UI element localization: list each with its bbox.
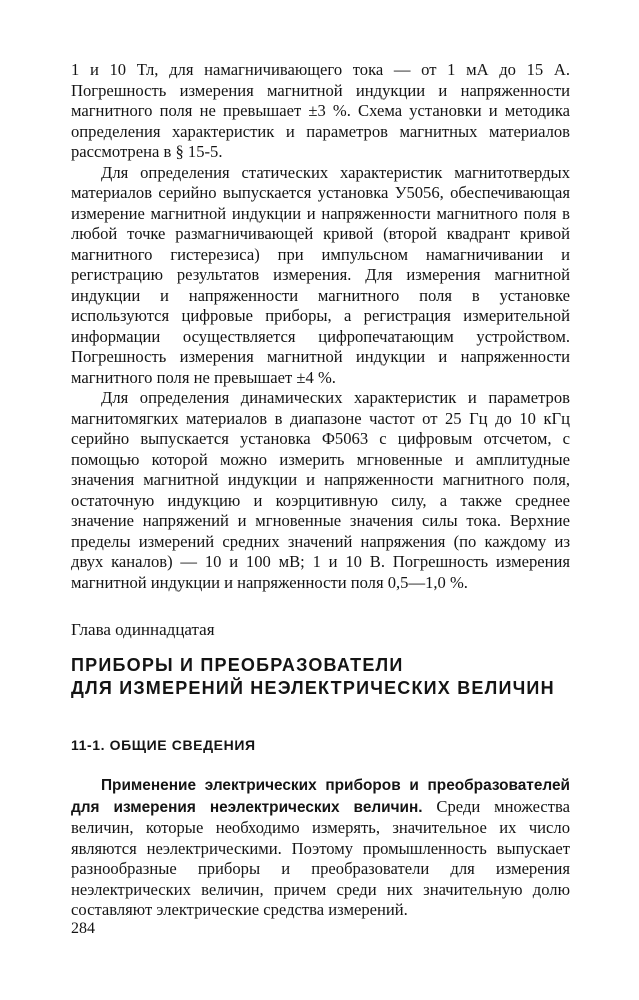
- section-body: [71, 775, 570, 921]
- paragraph-1: 1 и 10 Тл, для намагничивающего тока — от 1 мА до 15 А. Погрешность измерения магнитной индукции и напряженности магнитного поля не превышает ±3 %. Схема установки и методика определения характеристик и параметров магнитных материалов рассмотрена в § 15-5.: [71, 60, 570, 161]
- paragraph-2: Для определения статических характеристик магнитотвердых материалов серийно выпускается установка У5056, обеспечивающая измерение магнитной индукции и напряженности магнитного поля в любой точке размагничивающей кривой (второй квадрант кривой магнитного гистерезиса) при импульсном намагничивании и регистрацию результатов измерения. Для измерения магнитной индукции и напряженности магнитного поля в установке используются цифровые приборы, а регистрация измерительной информации осуществляется цифропечатающим устройством. Погрешность измерения магнитной индукции и напряженности магнитного поля не превышает ±4 %.: [71, 162, 570, 387]
- paragraph-lead-bold: Применение электрических приборов и преобразователей для измерения неэлектрических величин.: [71, 777, 570, 816]
- chapter-title: [71, 654, 571, 700]
- chapter-label: Глава одиннадцатая: [71, 620, 215, 639]
- section-heading: 11-1. ОБЩИЕ СВЕДЕНИЯ: [71, 737, 256, 753]
- chapter-title-line-2: ДЛЯ ИЗМЕРЕНИЙ НЕЭЛЕКТРИЧЕСКИХ ВЕЛИЧИН: [71, 678, 555, 698]
- page-number: 284: [71, 920, 95, 937]
- paragraph-3: Для определения динамических характеристик и параметров магнитомягких материалов в диапазоне частот от 25 Гц до 10 кГц серийно выпускается установка Ф5063 с цифровым отсчетом, с помощью которой можно измерить мгновенные и амплитудные значения магнитной индукции и напряженности магнитного поля, остаточную индукцию и коэрцитивную силу, а также среднее значение напряжений и мгновенные значения силы тока. Верхние пределы измерений средних значений напряжения (по каждому из двух каналов) — 10 и 100 мВ; 1 и 10 В. Погрешность измерения магнитной индукции и напряженности поля 0,5—1,0 %.: [71, 388, 570, 592]
- body-text-top: [71, 60, 570, 593]
- section-paragraph: [71, 775, 570, 921]
- paragraph-lead-text: Среди множества величин, которые необходимо измерять, значительное их число являются неэлектрическими. Поэтому промышленность выпускает разнообразные приборы и преобразователи для измерения неэлектрических величин, причем среди них значительную долю составляют электрические средства измерений.: [71, 796, 570, 919]
- chapter-title-line-1: ПРИБОРЫ И ПРЕОБРАЗОВАТЕЛИ: [71, 655, 404, 675]
